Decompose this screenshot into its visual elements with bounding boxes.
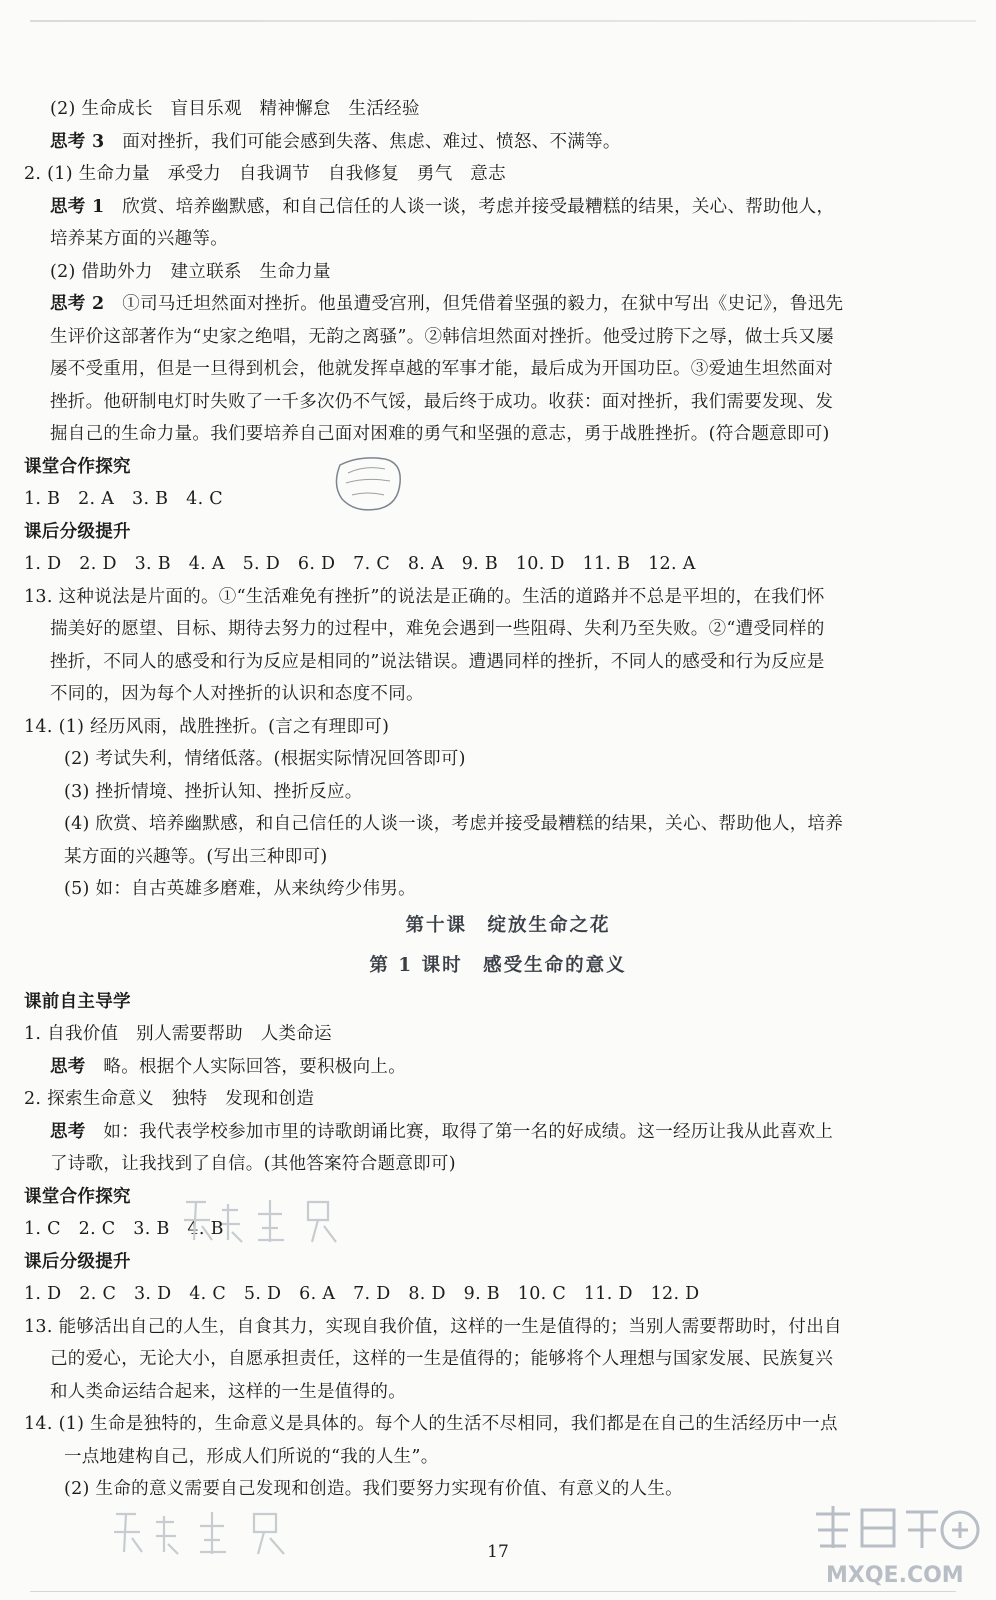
answer-text: (2) 考试失利，情绪低落。(根据实际情况回答即可) [64, 749, 466, 769]
think-label: 思考 1 [50, 196, 123, 217]
question-14-answer [24, 711, 972, 906]
question-13-answer [24, 1311, 972, 1409]
answer-text: 2. 探索生命意义 独特 发现和创造 [24, 1089, 315, 1109]
answer-line [24, 1376, 972, 1409]
answer-text: 己的爱心，无论大小，自愿承担责任，这样的一生是值得的；能够将个人理想与国家发展、民族复兴 [50, 1349, 834, 1369]
stamp-icon [330, 455, 405, 513]
answer-line: 挫折，不同人的感受和行为反应是相同的”说法错误。遭遇同样的挫折，不同人的感受和行为反应是 [50, 651, 825, 672]
answer-line: 不同的，因为每个人对挫折的认识和态度不同。 [50, 684, 424, 704]
answer-text: 欣赏、培养幽默感，和自己信任的人谈一谈，考虑并接受最糟糕的结果，关心、帮助他人， [122, 196, 835, 217]
answer-text: 如：我代表学校参加市里的诗歌朗诵比赛，取得了第一名的好成绩。这一经历让我从此喜欢上 [103, 1121, 834, 1142]
answer-line [24, 1148, 972, 1181]
answer-text: 生评价这部著作为“史家之绝唱，无韵之离骚”。②韩信坦然面对挫折。他受过胯下之辱，做士兵又屡 [50, 326, 834, 347]
answer-line [24, 288, 972, 321]
answer-text: (2) 生命的意义需要自己发现和创造。我们要努力实现有价值、有意义的人生。 [64, 1479, 683, 1499]
answer-text: 2. (1) 生命力量 承受力 自我调节 自我修复 勇气 意志 [24, 164, 506, 184]
section-heading: 课前自主导学 [24, 991, 131, 1012]
answer-line: 1. C 2. C 3. B 4. B [24, 1219, 224, 1239]
svg-text:MXQE.COM: MXQE.COM [826, 1563, 964, 1588]
chapter-title: 第十课 绽放生命之花 [405, 914, 611, 936]
think-label: 思考 [50, 1056, 104, 1077]
answer-line [24, 1408, 972, 1441]
answer-text: (2) 生命成长 盲目乐观 精神懈怠 生活经验 [50, 99, 420, 119]
answer-line [24, 1441, 972, 1474]
answer-text: 掘自己的生命力量。我们要培养自己面对困难的勇气和坚强的意志，勇于战胜挫折。(符合题意即可) [50, 424, 830, 444]
answer-line [24, 321, 972, 354]
answer-line [24, 841, 972, 874]
answer-text: 培养某方面的兴趣等。 [50, 229, 228, 249]
answer-text: (3) 挫折情境、挫折认知、挫折反应。 [64, 781, 363, 802]
section-heading: 课后分级提升 [24, 1251, 131, 1272]
think-label: 思考 2 [50, 294, 123, 314]
answer-line [24, 158, 972, 191]
answer-line [24, 223, 972, 256]
answer-line [24, 1018, 972, 1051]
answer-line: 13. 这种说法是片面的。①“生活难免有挫折”的说法是正确的。生活的道路并不总是平坦的，在我们怀 [24, 586, 825, 607]
answer-text: (2) 借助外力 建立联系 生命力量 [50, 261, 331, 282]
answer-page [24, 93, 972, 1506]
answer-line [24, 386, 972, 419]
think-label: 思考 [50, 1121, 104, 1142]
answer-text: ①司马迁坦然面对挫折。他虽遭受宫刑，但凭借着坚强的毅力，在狱中写出《史记》，鲁迅先 [122, 294, 844, 314]
answer-text: (5) 如：自古英雄多磨难，从来纨绔少伟男。 [64, 879, 416, 899]
answer-text: 1. 自我价值 别人需要帮助 人类命运 [24, 1024, 332, 1044]
answer-line [24, 353, 972, 386]
answer-text: 略。根据个人实际回答，要积极向上。 [103, 1056, 407, 1077]
answers-continuation [24, 93, 972, 451]
section-heading: 课堂合作探究 [24, 1186, 131, 1207]
answer-text: 面对挫折，我们可能会感到失落、焦虑、难过、愤怒、不满等。 [122, 131, 621, 152]
answer-line [24, 1343, 972, 1376]
answer-line: 1. D 2. D 3. B 4. A 5. D 6. D 7. C 8. A 9. B 10. D 11. B 12. A [24, 554, 696, 574]
answer-text: 一点地建构自己，形成人们所说的“我的人生”。 [64, 1446, 439, 1467]
answer-text: 14. (1) 经历风雨，战胜挫折。(言之有理即可) [24, 716, 390, 737]
answer-text: 屡不受重用，但是一旦得到机会，他就发挥卓越的军事才能，最后成为开国功臣。③爱迪生坦然面对 [50, 359, 834, 379]
top-rule [30, 20, 976, 22]
bottom-rule [30, 1591, 956, 1592]
section-heading: 课后分级提升 [24, 521, 131, 542]
watermark-icon [178, 1190, 358, 1250]
think-label: 思考 3 [50, 131, 123, 152]
answer-text: 挫折。他研制电灯时失败了一千多次仍不气馁，最后终于成功。收获：面对挫折，我们需要发现、发 [50, 391, 834, 412]
answer-text: 某方面的兴趣等。(写出三种即可) [64, 846, 328, 867]
answer-line [24, 126, 972, 159]
answer-text: 和人类命运结合起来，这样的一生是值得的。 [50, 1381, 406, 1402]
answer-line [24, 711, 972, 744]
answer-text: 14. (1) 生命是独特的，生命意义是具体的。每个人的生活不尽相同，我们都是在自己的生活经历中一点 [24, 1414, 838, 1434]
answer-line: 1. B 2. A 3. B 4. C [24, 489, 223, 509]
answer-text: 13. 能够活出自己的人生，自食其力，实现自我价值，这样的一生是值得的；当别人需要帮助时，付出自 [24, 1316, 842, 1337]
pre-class-answers [24, 1018, 972, 1181]
answer-line [24, 776, 972, 809]
answer-line [24, 191, 972, 224]
answer-line: 揣美好的愿望、目标、期待去努力的过程中，难免会遇到一些阻碍、失利乃至失败。②“遭受同样的 [50, 619, 825, 639]
section-heading: 课堂合作探究 [24, 456, 131, 477]
page-number: 17 [487, 1542, 509, 1562]
answer-line [24, 873, 972, 906]
answer-line [24, 1311, 972, 1344]
answer-text: (4) 欣赏、培养幽默感，和自己信任的人谈一谈，考虑并接受最糟糕的结果，关心、帮助他人，培养 [64, 814, 844, 834]
answer-line [24, 256, 972, 289]
lesson-title: 第 1 课时 感受生命的意义 [369, 954, 627, 976]
answer-line [24, 1083, 972, 1116]
question-14-answer [24, 1408, 972, 1506]
answer-line [24, 418, 972, 451]
answer-line [24, 743, 972, 776]
answer-line [24, 808, 972, 841]
answer-line [24, 1116, 972, 1149]
question-13-answer [24, 581, 972, 711]
answer-line [24, 93, 972, 126]
answer-line [24, 1051, 972, 1084]
answer-line: 1. D 2. C 3. D 4. C 5. D 6. A 7. D 8. D 9. B 10. C 11. D 12. D [24, 1284, 700, 1304]
answer-text: 了诗歌，让我找到了自信。(其他答案符合题意即可) [50, 1154, 456, 1174]
